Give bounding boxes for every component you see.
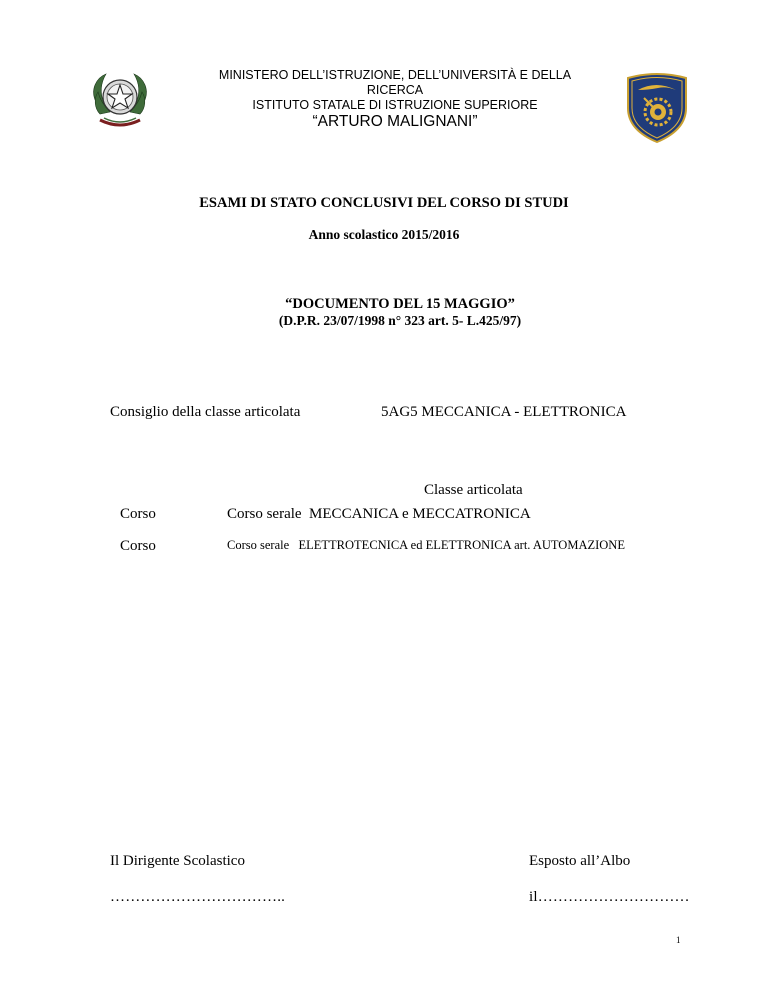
institute-name: ISTITUTO STATALE DI ISTRUZIONE SUPERIORE [252,98,538,112]
document-title: “DOCUMENTO DEL 15 MAGGIO” [285,296,515,312]
school-name: “ARTURO MALIGNANI” [312,113,478,130]
ministry-line-1: MINISTERO DELL’ISTRUZIONE, DELL’UNIVERSITÀ E DELLA [218,68,572,82]
school-year: Anno scolastico 2015/2016 [308,227,460,242]
course-value: Corso serale MECCANICA e MECCATRONICA [227,506,531,522]
council-value: 5AG5 MECCANICA - ELETTRONICA [381,404,627,420]
ministry-line-2: RICERCA [366,83,424,97]
page-number: 1 [676,935,681,945]
course-label: Corso [120,538,156,554]
document-reference: (D.P.R. 23/07/1998 n° 323 art. 5- L.425/97) [278,313,522,328]
exam-title: ESAMI DI STATO CONCLUSIVI DEL CORSO DI STUDI [199,195,569,211]
council-label: Consiglio della classe articolata [110,404,301,420]
courses-heading: Classe articolata [424,482,523,498]
school-shield-logo-icon [618,68,696,144]
notice-board-label: Esposto all’Albo [529,853,631,869]
course-label: Corso [120,506,156,522]
notice-board-date-line: il………………………… [529,889,690,905]
letterhead [190,68,600,131]
course-value: Corso serale ELETTROTECNICA ed ELETTRONICA art. AUTOMAZIONE [227,538,625,552]
principal-label: Il Dirigente Scolastico [110,853,245,869]
italian-republic-emblem-icon [86,68,154,132]
principal-signature-line: …………………………….. [110,889,286,905]
